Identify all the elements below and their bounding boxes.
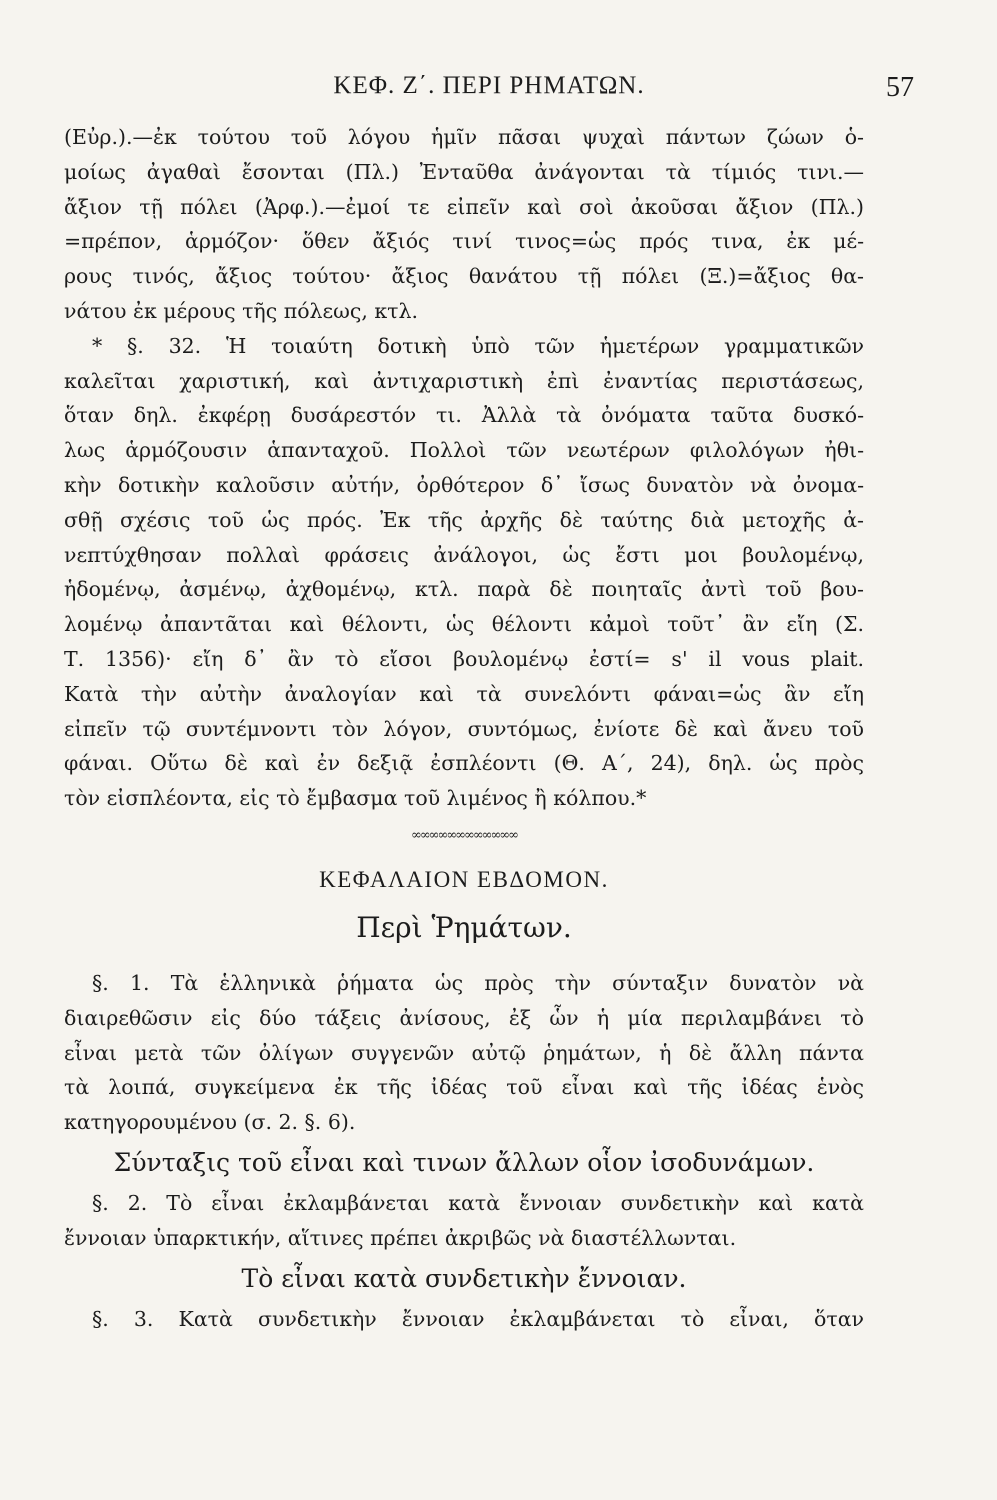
text-line: §. 1. Τὰ ἑλληνικὰ ῥήματα ὡς πρὸς τὴν σύνταξιν δυνατὸν νὰ <box>92 970 864 995</box>
text-line: μοίως ἀγαθαὶ ἔσονται (Πλ.) Ἐνταῦθα ἀνάγονται τὰ τίμιός τινι.— <box>64 159 864 184</box>
text-line: τὰ λοιπά, συγκείμενα ἐκ τῆς ἰδέας τοῦ εἶναι καὶ τῆς ἰδέας ἑνὸς <box>64 1075 864 1100</box>
section-heading: Σύνταξις τοῦ εἶναι καὶ τινων ἄλλων οἷον ἰσοδυνάμων. <box>113 1147 815 1177</box>
text-line: διαιρεθῶσιν εἰς δύο τάξεις ἀνίσους, ἐξ ὧν ἡ μία περιλαμβάνει τὸ <box>64 1005 864 1030</box>
spacer <box>64 952 864 966</box>
text-line: λως ἁρμόζουσιν ἁπανταχοῦ. Πολλοὶ τῶν νεωτέρων φιλολόγων ἠθι- <box>64 438 864 463</box>
section-3-paragraph <box>64 1302 864 1337</box>
continuation-paragraph <box>64 120 864 329</box>
section-2-paragraph <box>64 1186 864 1256</box>
text-line: ἄξιον τῇ πόλει (Ἀρφ.).—ἐμοί τε εἰπεῖν καὶ σοὶ ἀκοῦσαι ἄξιον (Πλ.) <box>64 194 864 219</box>
text-line: ἡδομένῳ, ἀσμένῳ, ἀχθομένῳ, κτλ. παρὰ δὲ ποιηταῖς ἀντὶ τοῦ βου- <box>64 577 864 602</box>
text-line: νεπτύχθησαν πολλαὶ φράσεις ἀνάλογοι, ὡς ἔστι μοι βουλομένῳ, <box>64 542 864 567</box>
text-line: Τ. 1356)· εἴη δ᾽ ἂν τὸ εἴσοι βουλομένῳ ἐστί= s' il vous plait. <box>64 646 864 671</box>
chapter-subtitle: Περὶ Ῥημάτων. <box>356 910 572 944</box>
text-line: =πρέπον, ἁρμόζον· ὅθεν ἄξιός τινί τινος=ὡς πρός τινα, ἐκ μέ- <box>64 229 864 254</box>
section-heading: Τὸ εἶναι κατὰ συνδετικὴν ἔννοιαν. <box>241 1263 687 1293</box>
page-number: 57 <box>886 72 914 103</box>
text-line: κὴν δοτικὴν καλοῦσιν αὐτήν, ὀρθότερον δ᾽ ἴσως δυνατὸν νὰ ὀνομα- <box>64 472 864 497</box>
text-line: λομένῳ ἀπαντᾶται καὶ θέλοντι, ὡς θέλοντι κἀμοὶ τοῦτ᾽ ἂν εἴη (Σ. <box>64 612 864 637</box>
text-line: (Εὐρ.).—ἐκ τούτου τοῦ λόγου ἡμῖν πᾶσαι ψυχαὶ πάντων ζώων ὁ- <box>64 125 864 149</box>
section-32-paragraph <box>64 329 864 816</box>
text-line: σθῇ σχέσις τοῦ ὡς πρός. Ἐκ τῆς ἀρχῆς δὲ ταύτης διὰ μετοχῆς ἀ- <box>64 507 864 532</box>
text-line: * §. 32. Ἡ τοιαύτη δοτικὴ ὑπὸ τῶν ἡμετέρων γραμματικῶν <box>92 333 864 358</box>
text-line: νάτου ἐκ μέρους τῆς πόλεως, κτλ. <box>64 298 419 323</box>
text-line: §. 2. Τὸ εἶναι ἐκλαμβάνεται κατὰ ἔννοιαν συνδετικὴν καὶ κατὰ <box>92 1190 864 1215</box>
chapter-title: ΚΕΦΑΛΑΙΟΝ ΕΒΔΟΜΟΝ. <box>319 866 609 892</box>
running-head: ΚΕΦ. Ζ΄. ΠΕΡΙ ΡΗΜΑΤΩΝ. <box>333 72 645 99</box>
text-line: τὸν εἰσπλέοντα, εἰς τὸ ἔμβασμα τοῦ λιμένος ἢ κόλπου.* <box>64 786 647 811</box>
ornament-divider: ∞∞∞∞∞∞∞∞∞∞∞∞ <box>411 827 517 843</box>
section-1-paragraph <box>64 966 864 1140</box>
text-line: κατηγορουμένου (σ. 2. §. 6). <box>64 1110 356 1135</box>
text-line: ρους τινός, ἄξιος τούτου· ἄξιος θανάτου τῇ πόλει (Ξ.)=ἄξιος θα- <box>64 264 864 289</box>
text-line: εἰπεῖν τῷ συντέμνοντι τὸν λόγον, συντόμως, ἐνίοτε δὲ καὶ ἄνευ τοῦ <box>64 716 864 741</box>
page-body <box>64 120 864 1336</box>
text-line: ἔννοιαν ὑπαρκτικήν, αἵτινες πρέπει ἀκριβῶς νὰ διαστέλλωνται. <box>64 1225 737 1250</box>
text-line: φάναι. Οὕτω δὲ καὶ ἐν δεξιᾷ ἐσπλέοντι (Θ. Α΄, 24), δηλ. ὡς πρὸς <box>64 751 864 776</box>
text-line: εἶναι μετὰ τῶν ὀλίγων συγγενῶν αὐτῷ ῥημάτων, ἡ δὲ ἄλλη πάντα <box>64 1040 864 1065</box>
text-line: καλεῖται χαριστική, καὶ ἀντιχαριστικὴ ἐπὶ ἐναντίας περιστάσεως, <box>64 368 864 393</box>
text-line: §. 3. Κατὰ συνδετικὴν ἔννοιαν ἐκλαμβάνεται τὸ εἶναι, ὅταν <box>92 1306 864 1331</box>
text-line: ὅταν δηλ. ἐκφέρῃ δυσάρεστόν τι. Ἀλλὰ τὰ ὀνόματα ταῦτα δυσκό- <box>64 403 864 428</box>
page-header <box>64 72 914 112</box>
text-line: Κατὰ τὴν αὐτὴν ἀναλογίαν καὶ τὰ συνελόντι φάναι=ὡς ἂν εἴη <box>64 681 864 706</box>
